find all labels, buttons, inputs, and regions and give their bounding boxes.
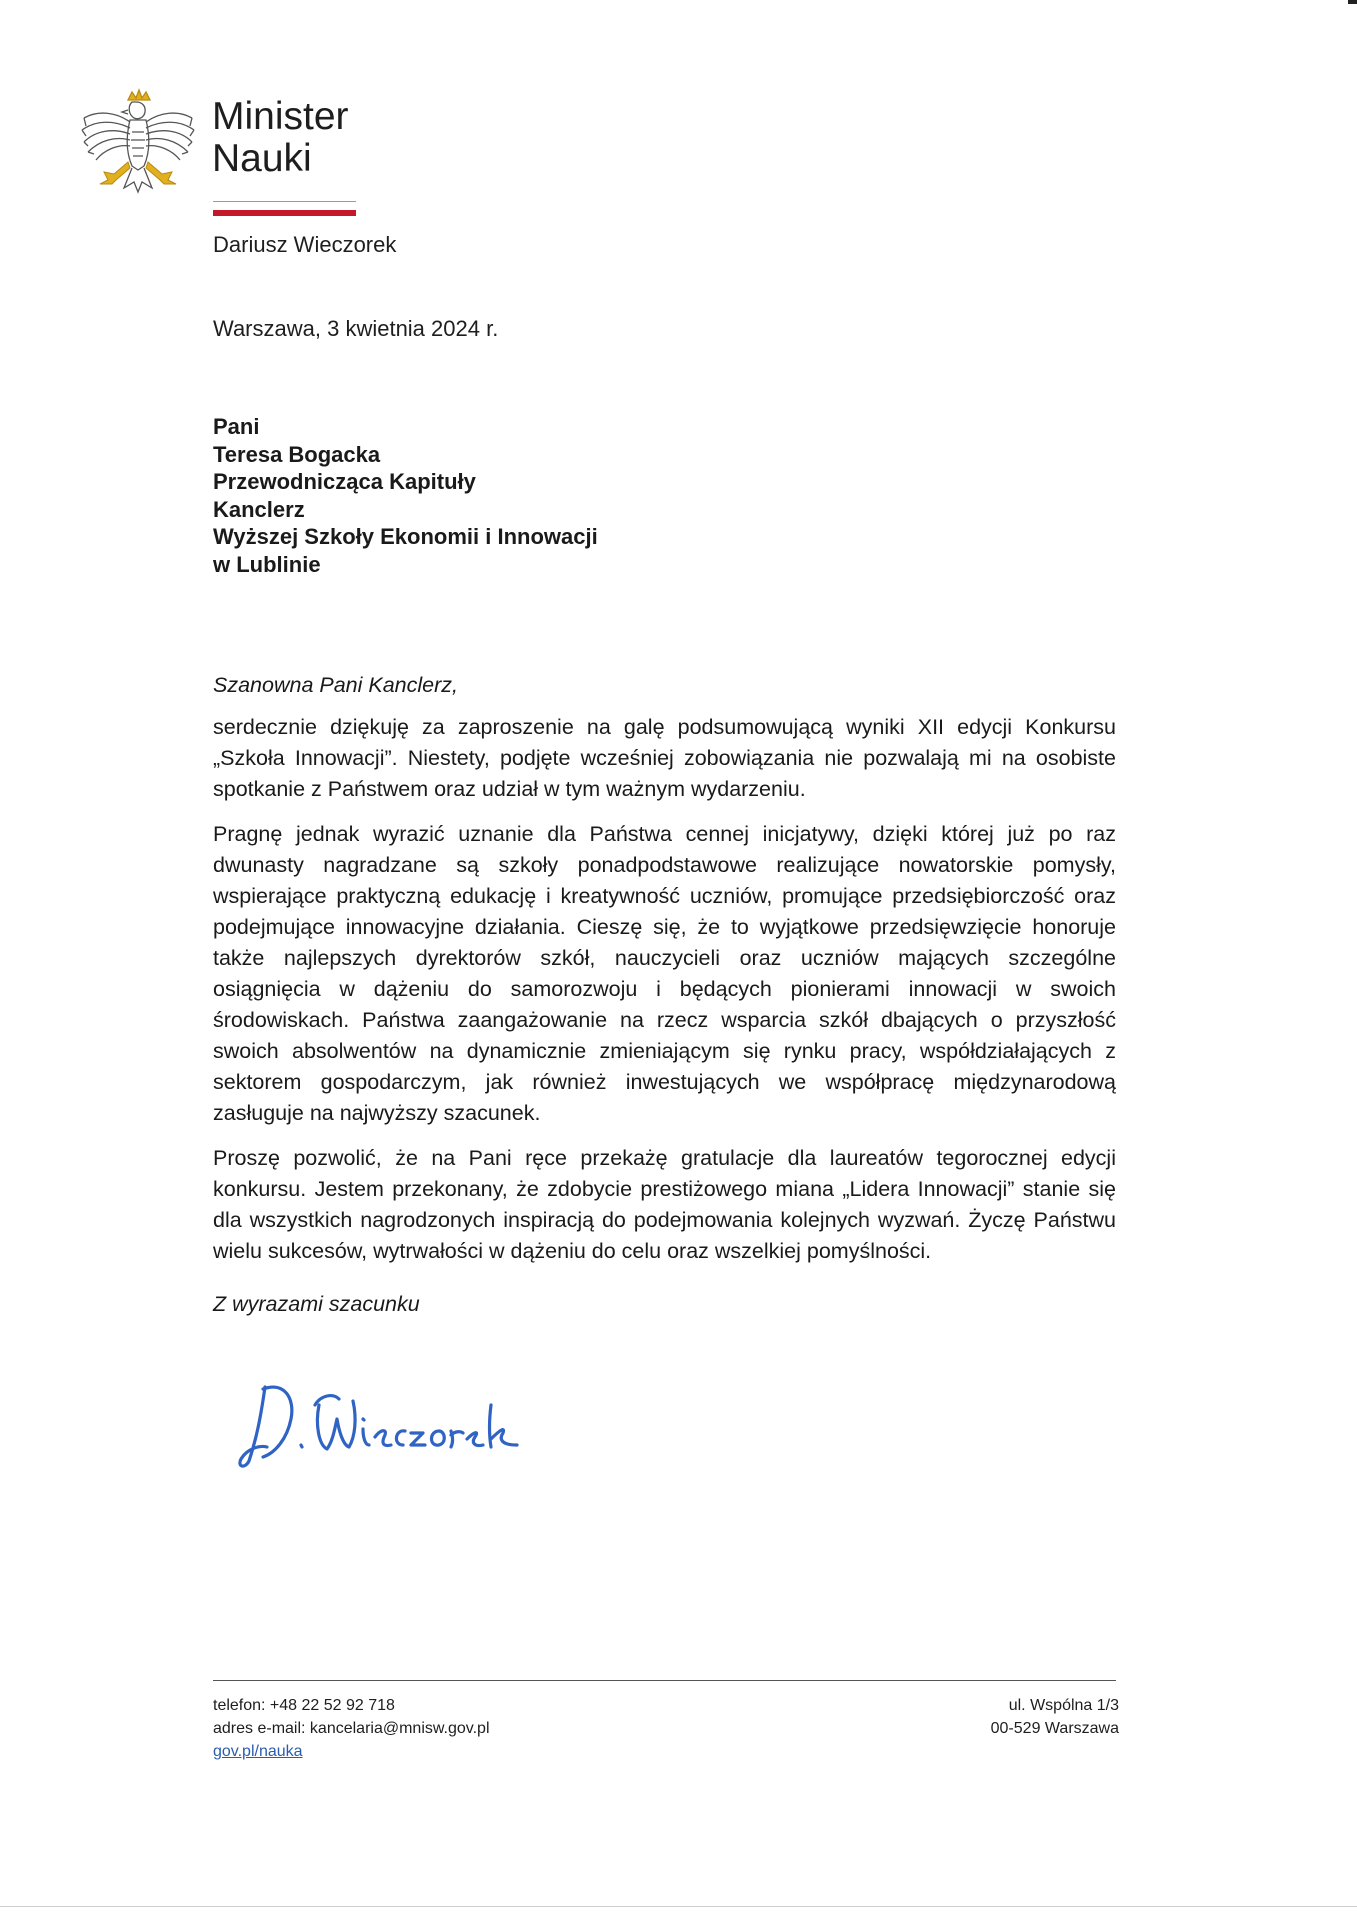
body-paragraph: Pragnę jednak wyrazić uznanie dla Państwa cennej inicjatywy, dzięki której już po raz dwunasty nagradzane są szkoły ponadpodstawowe realizujące nowatorskie pomysły, wspierające praktyczną edukację i kreatywność uczniów, promujące przedsiębiorczość oraz podejmujące innowacyjne działania. Cieszę się, że to wyjątkowe przedsięwzięcie honoruje także najlepszych dyrektorów szkół, nauczycieli oraz uczniów mających szczególne osiągnięcia w dążeniu do samorozwoju i będących pionierami innowacji w swoich środowiskach. Państwa zaangażowanie na rzecz wsparcia szkół dbających o przyszłość swoich absolwentów na dynamicznie zmieniającym się rynku pracy, współdziałających z sektorem gospodarczym, jak również inwestujących we współpracę międzynarodową zasługuje na najwyższy szacunek.: [213, 822, 1116, 1125]
footer-website-link[interactable]: gov.pl/nauka: [213, 1743, 303, 1760]
footer-address: [991, 1694, 1119, 1740]
scan-corner-mark: [1348, 0, 1357, 4]
polish-eagle-emblem-icon: [78, 88, 198, 218]
handwritten-signature: [235, 1375, 535, 1475]
footer-contact: [213, 1694, 490, 1763]
body-paragraph: serdecznie dziękuję za zaproszenie na galę podsumowującą wyniki XII edycji Konkursu „Szkoła Innowacji”. Niestety, podjęte wcześniej zobowiązania nie pozwalają mi na osobiste spotkanie z Państwem oraz udział w tym ważnym wydarzeniu.: [213, 715, 1116, 801]
office-title: [212, 96, 349, 180]
footer-city: 00-529 Warszawa: [990, 1720, 1119, 1737]
footer-phone: telefon: +48 22 52 92 718: [213, 1697, 395, 1714]
addressee-block: [213, 413, 598, 578]
footer-email: adres e-mail: kancelaria@mnisw.gov.pl: [213, 1720, 490, 1737]
header-divider-red: [213, 210, 356, 216]
header-divider-grey: [213, 201, 356, 202]
letter-body: [213, 712, 1116, 1281]
office-title-line2: Nauki: [212, 137, 312, 180]
letter-date: Warszawa, 3 kwietnia 2024 r.: [213, 316, 499, 341]
addressee-line: Wyższej Szkoły Ekonomii i Innowacji: [213, 524, 598, 549]
addressee-line: w Lublinie: [213, 551, 321, 577]
addressee-line: Przewodnicząca Kapituły: [213, 469, 476, 494]
footer-divider: [213, 1680, 1116, 1681]
footer-street: ul. Wspólna 1/3: [1008, 1697, 1119, 1714]
office-title-line1: Minister: [212, 95, 349, 138]
closing-phrase: Z wyrazami szacunku: [213, 1292, 420, 1316]
scan-edge-line: [0, 1906, 1357, 1907]
body-paragraph: Proszę pozwolić, że na Pani ręce przekażę gratulacje dla laureatów tegorocznej edycji konkursu. Jestem przekonany, że zdobycie prestiżowego miana „Lidera Innowacji” stanie się dla wszystkich nagrodzonych inspiracją do podejmowania kolejnych wyzwań. Życzę Państwu wielu sukcesów, wytrwałości w dążeniu do celu oraz wszelkiej pomyślności.: [213, 1146, 1116, 1263]
addressee-line: Pani: [213, 414, 260, 439]
addressee-line: Kanclerz: [213, 496, 305, 522]
minister-name: Dariusz Wieczorek: [213, 232, 397, 257]
salutation: Szanowna Pani Kanclerz,: [213, 673, 459, 697]
addressee-line: Teresa Bogacka: [213, 441, 381, 467]
